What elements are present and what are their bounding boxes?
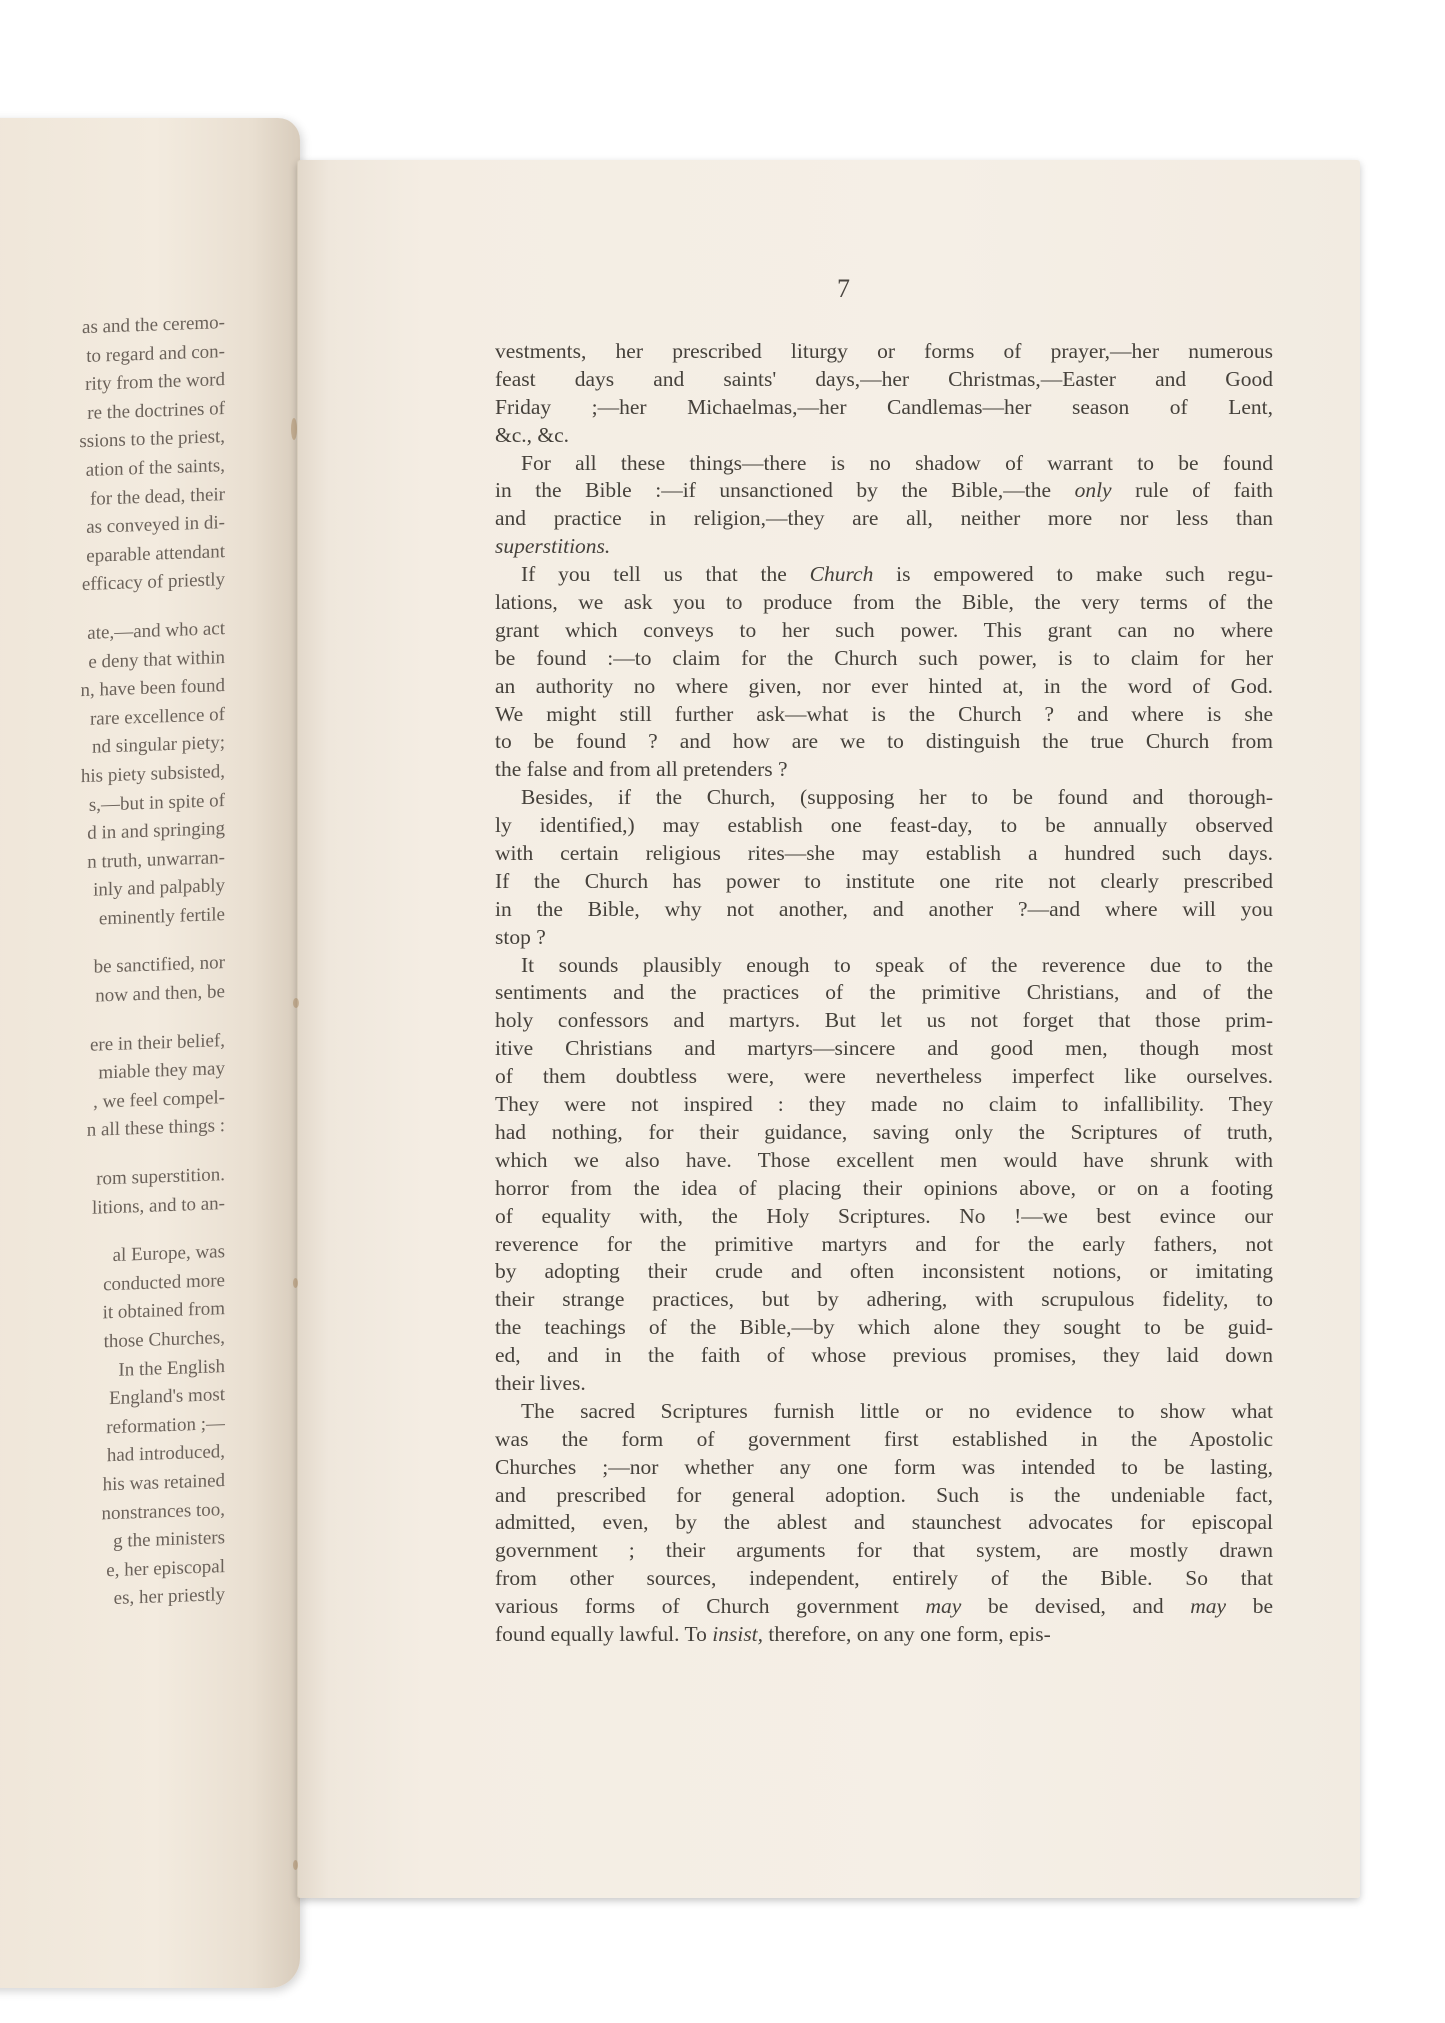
left-page-line: miable they may	[98, 1058, 225, 1084]
foxing-spot	[293, 998, 299, 1008]
left-page-line: eparable attendant	[86, 540, 225, 567]
left-page-line: d in and springing	[87, 818, 225, 844]
left-page-line: ere in their belief,	[89, 1029, 225, 1056]
text-line: ly identified,) may establish one feast-day, to be annually observed	[495, 813, 1273, 838]
text-line: horror from the idea of placing their opinions above, or on a footing	[495, 1175, 1273, 1200]
text-line: the false and from all pretenders ?	[495, 757, 788, 782]
text-line: Besides, if the Church, (supposing her to be found and thorough-	[521, 785, 1273, 810]
left-page-line: conducted more	[103, 1269, 225, 1296]
text-line: lations, we ask you to produce from the Bible, the very terms of the	[495, 590, 1273, 615]
text-line: the teachings of the Bible,—by which alone they sought to be guid-	[495, 1315, 1273, 1340]
left-page-line: efficacy of priestly	[81, 569, 225, 596]
text-line: by adopting their crude and often inconsistent notions, or imitating	[495, 1259, 1273, 1284]
text-line: Churches ;—nor whether any one form was intended to be lasting,	[495, 1454, 1273, 1479]
text-line: For all these things—there is no shadow of warrant to be found	[521, 450, 1273, 475]
text-line: Friday ;—her Michaelmas,—her Candlemas—her season of Lent,	[495, 394, 1273, 419]
left-page-line: had introduced,	[106, 1441, 225, 1467]
left-page-text	[0, 309, 225, 1618]
text-line: an authority no where given, nor ever hinted at, in the word of God.	[495, 673, 1273, 698]
text-line: government ; their arguments for that system, are mostly drawn	[495, 1538, 1273, 1563]
text-line: sentiments and the practices of the primitive Christians, and of the	[495, 980, 1273, 1005]
left-page-line: e, her episcopal	[106, 1555, 225, 1581]
left-page-line: litions, and to an-	[92, 1192, 225, 1219]
text-line	[495, 533, 1273, 561]
text-line: which we also have. Those excellent men would have shrunk with	[495, 1147, 1273, 1172]
text-line: If you tell us that the Church is empowered to make such regu-	[521, 562, 1273, 587]
foxing-spot	[293, 1278, 298, 1288]
text-line: If the Church has power to institute one rite not clearly prescribed	[495, 868, 1273, 893]
text-line: grant which conveys to her such power. This grant can no where	[495, 617, 1273, 642]
emphasis: only	[1074, 478, 1112, 503]
text-line: was the form of government first established in the Apostolic	[495, 1426, 1273, 1451]
left-page-line: as and the ceremo-	[82, 312, 225, 339]
text-line: had nothing, for their guidance, saving only the Scriptures of truth,	[495, 1119, 1273, 1144]
left-page-line: s,—but in spite of	[88, 789, 225, 816]
left-page-line: , we feel compel-	[93, 1086, 225, 1113]
emphasis: may	[925, 1594, 962, 1619]
left-page-line: for the dead, their	[89, 483, 225, 510]
left-page-line: now and then, be	[95, 981, 225, 1007]
text-line: their strange practices, but by adhering, with scrupulous fidelity, to	[495, 1287, 1273, 1312]
left-page-line: al Europe, was	[112, 1241, 225, 1267]
text-line: in the Bible :—if unsanctioned by the Bible,—the only rule of faith	[495, 478, 1273, 503]
left-page-line: rity from the word	[85, 369, 225, 396]
text-line: of equality with, the Holy Scriptures. No !—we best evince our	[495, 1203, 1273, 1228]
left-page-line: nonstrances too,	[101, 1498, 225, 1524]
left-page-line: ssions to the priest,	[79, 426, 225, 453]
emphasis: superstitions.	[495, 534, 611, 559]
text-line: The sacred Scriptures furnish little or no evidence to show what	[521, 1398, 1273, 1423]
foxing-spot	[293, 1860, 298, 1870]
left-page-line: England's most	[109, 1384, 225, 1410]
left-page-line: ation of the saints,	[85, 455, 225, 481]
left-page-line: es, her priestly	[113, 1584, 225, 1610]
body-text	[495, 338, 1273, 1649]
text-line: and practice in religion,—they are all, neither more nor less than	[495, 506, 1273, 531]
left-page-line: rom superstition.	[96, 1164, 225, 1190]
emphasis: may	[1190, 1594, 1227, 1619]
text-line: be found :—to claim for the Church such power, is to claim for her	[495, 645, 1273, 670]
left-page-line: to regard and con-	[86, 340, 225, 367]
text-line: to be found ? and how are we to distinguish the true Church from	[495, 729, 1273, 754]
emphasis: insist,	[712, 1621, 764, 1646]
left-page-line: those Churches,	[103, 1327, 225, 1353]
text-line: They were not inspired : they made no claim to infallibility. They	[495, 1092, 1273, 1117]
left-page-line: e deny that within	[88, 646, 225, 673]
text-line: holy confessors and martyrs. But let us not forget that those prim-	[495, 1008, 1273, 1033]
left-page	[0, 118, 300, 1988]
left-page-line: his was retained	[102, 1470, 225, 1496]
left-page-line: it obtained from	[102, 1298, 225, 1324]
left-page-line: n, have been found	[80, 675, 225, 702]
left-page-line: inly and palpably	[93, 875, 225, 901]
left-page-line: eminently fertile	[98, 903, 225, 930]
text-line: with certain religious rites—she may establish a hundred such days.	[495, 841, 1273, 866]
left-page-line: n truth, unwarran-	[87, 846, 225, 873]
right-page	[297, 160, 1360, 1898]
left-page-line: n all these things :	[86, 1115, 225, 1142]
left-page-line: reformation ;—	[106, 1412, 225, 1438]
left-page-line: ate,—and who act	[87, 618, 225, 644]
text-line: various forms of Church government may be devised, and may be	[495, 1594, 1273, 1619]
left-page-line: In the English	[118, 1355, 225, 1381]
text-line: from other sources, independent, entirely of the Bible. So that	[495, 1566, 1273, 1591]
left-page-line: be sanctified, nor	[93, 952, 225, 979]
text-line: ed, and in the faith of whose previous promises, they laid down	[495, 1343, 1273, 1368]
left-page-line: as conveyed in di-	[86, 512, 225, 539]
text-line: of them doubtless were, were nevertheless imperfect like ourselves.	[495, 1064, 1273, 1089]
left-page-line: rare excellence of	[89, 703, 225, 730]
text-line: itive Christians and martyrs—sincere and good men, though most	[495, 1036, 1273, 1061]
left-page-line: g the ministers	[113, 1527, 225, 1553]
text-line: stop ?	[495, 924, 546, 949]
text-line: in the Bible, why not another, and another ?—and where will you	[495, 896, 1273, 921]
left-page-line: nd singular piety;	[92, 732, 225, 759]
text-line: admitted, even, by the ablest and staunchest advocates for episcopal	[495, 1510, 1273, 1535]
text-line: feast days and saints' days,—her Christmas,—Easter and Good	[495, 366, 1273, 391]
text-line: found equally lawful. To insist, therefore, on any one form, epis-	[495, 1621, 1051, 1646]
text-line: and prescribed for general adoption. Such is the undeniable fact,	[495, 1482, 1273, 1507]
text-line: It sounds plausibly enough to speak of the reverence due to the	[521, 952, 1273, 977]
text-line: vestments, her prescribed liturgy or forms of prayer,—her numerous	[495, 339, 1273, 363]
emphasis: Church	[809, 562, 874, 587]
text-line: reverence for the primitive martyrs and for the early fathers, not	[495, 1231, 1273, 1256]
left-page-line: re the doctrines of	[87, 397, 225, 424]
text-line: We might still further ask—what is the Church ? and where is she	[495, 701, 1273, 726]
left-page-line: his piety subsisted,	[80, 760, 225, 788]
text-line: &c., &c.	[495, 422, 570, 447]
text-line: their lives.	[495, 1370, 586, 1395]
foxing-spot	[291, 418, 297, 440]
page-number: 7	[837, 274, 850, 303]
